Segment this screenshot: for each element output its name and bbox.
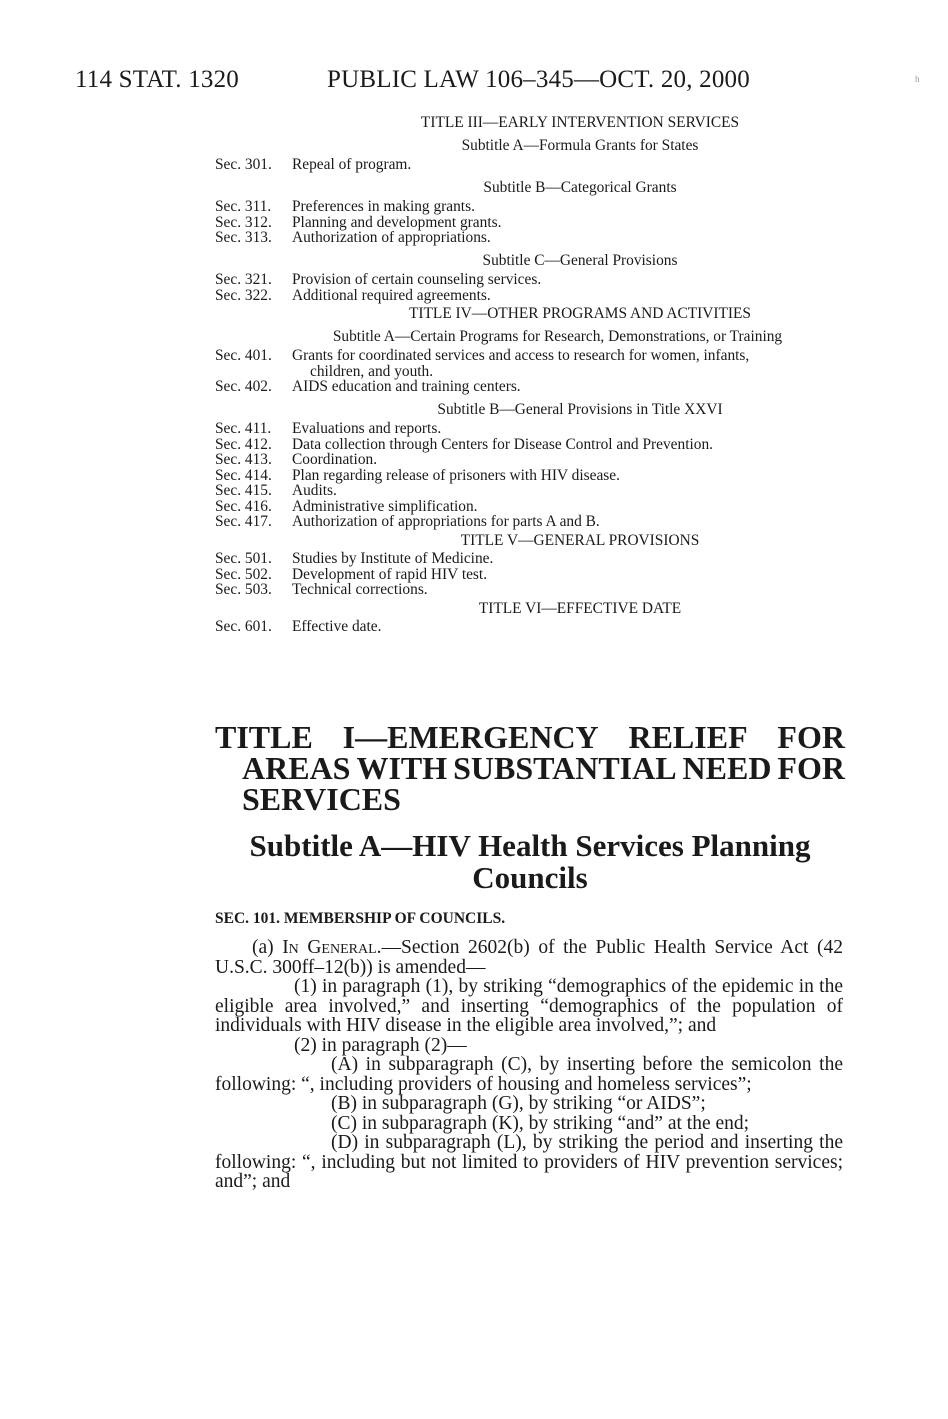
- subparagraph-b: (B) in subparagraph (G), by striking “or AIDS”;: [331, 1093, 706, 1114]
- toc-section: [215, 437, 845, 453]
- title-word: FOR: [777, 750, 845, 786]
- toc-section-number: Sec. 502.: [215, 565, 272, 583]
- title-word: NEED: [682, 750, 772, 786]
- toc-section: [215, 421, 845, 437]
- toc-section-number: Sec. 417.: [215, 513, 272, 530]
- toc-section-number: Sec. 501.: [215, 550, 272, 567]
- title-i-heading: [215, 719, 845, 817]
- title-word: TITLE: [215, 719, 313, 755]
- toc-section-number: Sec. 414.: [215, 466, 272, 484]
- title-word: RELIEF: [628, 719, 748, 755]
- title-word: WITH: [356, 750, 448, 786]
- toc-section: [215, 288, 845, 304]
- toc-section-number: Sec. 321.: [215, 271, 272, 288]
- margin-mark: h: [915, 74, 920, 84]
- toc-section: [215, 514, 845, 530]
- subparagraph-a: (A) in subparagraph (C), by inserting before the semicolon the following: “, including providers of housing and homeless services”;: [215, 1054, 843, 1095]
- toc-section-group: [215, 272, 845, 303]
- paragraph-1: (1) in paragraph (1), by striking “demographics of the epidemic in the eligible area involved,” and inserting “demographics of the population of individuals with HIV disease in the eligible area involved,”; and: [215, 976, 843, 1036]
- toc-title-4: TITLE IV—OTHER PROGRAMS AND ACTIVITIES: [408, 305, 751, 322]
- toc-section-title: Audits.: [292, 482, 337, 499]
- running-header: PUBLIC LAW 106–345—OCT. 20, 2000: [327, 66, 750, 93]
- toc-section-number: Sec. 411.: [215, 420, 272, 437]
- subtitle-line: Councils: [472, 860, 588, 895]
- toc-section-title: Coordination.: [292, 451, 378, 468]
- toc-section: [215, 582, 845, 598]
- paragraph-a: [215, 938, 843, 977]
- toc-title-6: TITLE VI—EFFECTIVE DATE: [478, 599, 682, 617]
- toc-section-title: Authorization of appropriations.: [292, 229, 491, 246]
- toc-title-3: TITLE III—EARLY INTERVENTION SERVICES: [420, 114, 740, 131]
- toc-section: [215, 199, 845, 215]
- toc-section-number: Sec. 601.: [215, 618, 272, 635]
- toc-section-title: Authorization of appropriations for parts A and B.: [292, 513, 600, 530]
- toc-section-number: Sec. 412.: [215, 435, 272, 453]
- toc-section: [215, 215, 845, 231]
- toc-section-number: Sec. 401.: [215, 347, 272, 364]
- toc-section-title: Development of rapid HIV test.: [292, 565, 488, 583]
- toc-section-title: Plan regarding release of prisoners with HIV disease.: [292, 466, 620, 484]
- toc-subtitle: Subtitle A—Formula Grants for States: [461, 136, 699, 154]
- toc-subtitle: Subtitle B—General Provisions in Title XXVI: [437, 400, 723, 418]
- toc-section-number: Sec. 413.: [215, 451, 272, 468]
- title-word: SUBSTANTIAL: [453, 750, 677, 786]
- toc-section-title: Studies by Institute of Medicine.: [292, 550, 494, 567]
- toc-subtitle: Subtitle C—General Provisions: [482, 251, 678, 269]
- toc-section-title: Provision of certain counseling services.: [292, 271, 542, 288]
- paragraph-caption: In General.: [282, 937, 382, 958]
- toc-section: [215, 452, 845, 468]
- toc-section-title: AIDS education and training centers.: [292, 378, 521, 395]
- paragraph-2: (2) in paragraph (2)—: [294, 1034, 467, 1056]
- toc-section: [215, 230, 845, 246]
- toc-section-number: Sec. 313.: [215, 229, 272, 246]
- subtitle-a-heading: [215, 830, 845, 894]
- toc-section-title: Repeal of program.: [292, 156, 412, 173]
- toc-section-title: Additional required agreements.: [292, 286, 491, 304]
- toc-section-group: [215, 157, 845, 173]
- title-word: AREAS: [242, 750, 351, 786]
- toc-section-title: Effective date.: [292, 618, 382, 635]
- paragraph-text: —Section 2602(b) of the Public Health Service Act (42 U.S.C. 300ff–12(b)) is amended—: [215, 937, 843, 978]
- toc-section-group: [215, 421, 845, 530]
- toc-section-number: Sec. 503.: [215, 581, 272, 598]
- toc-section: [215, 348, 845, 379]
- toc-section-title: Evaluations and reports.: [292, 420, 442, 437]
- toc-section-title: Administrative simplification.: [292, 497, 478, 515]
- toc-section: [215, 483, 845, 499]
- toc-section: [215, 157, 845, 173]
- table-of-contents: [215, 112, 845, 635]
- title-word: FOR: [777, 719, 845, 755]
- toc-section: [215, 272, 845, 288]
- title-word: I—EMERGENCY: [342, 719, 599, 755]
- toc-section-title: Technical corrections.: [292, 581, 428, 598]
- toc-subtitle: Subtitle B—Categorical Grants: [483, 178, 677, 196]
- toc-section-number: Sec. 415.: [215, 482, 272, 499]
- toc-section-title-line: Grants for coordinated services and access to research for women, infants,: [292, 347, 750, 364]
- toc-section-title: Preferences in making grants.: [292, 198, 475, 215]
- toc-section-number: Sec. 312.: [215, 213, 272, 231]
- toc-section: [215, 619, 845, 635]
- toc-section: [215, 468, 845, 484]
- section-heading: SEC. 101. MEMBERSHIP OF COUNCILS.: [215, 910, 506, 927]
- toc-section-group: [215, 199, 845, 246]
- toc-section-group: [215, 619, 845, 635]
- toc-section-number: Sec. 301.: [215, 156, 272, 173]
- subparagraph-d: (D) in subparagraph (L), by striking the period and inserting the following: “, including but not limited to providers of HIV prevention services; and”; and: [215, 1132, 843, 1192]
- toc-section: [215, 567, 845, 583]
- toc-section-number: Sec. 402.: [215, 378, 272, 395]
- toc-subtitle: Subtitle A—Certain Programs for Research, Demonstrations, or Training: [332, 327, 783, 345]
- toc-section-title: Planning and development grants.: [292, 213, 502, 231]
- toc-section-title: [292, 348, 845, 379]
- section-body: [215, 938, 843, 1192]
- subparagraph-c: (C) in subparagraph (K), by striking “and” at the end;: [331, 1112, 750, 1134]
- toc-section-title: Data collection through Centers for Disease Control and Prevention.: [292, 435, 713, 453]
- page-stat-reference: 114 STAT. 1320: [75, 66, 239, 93]
- toc-section: [215, 379, 845, 395]
- toc-section-number: Sec. 416.: [215, 497, 272, 515]
- paragraph-label: (a): [252, 937, 283, 958]
- toc-section-number: Sec. 311.: [215, 198, 272, 215]
- toc-section: [215, 499, 845, 515]
- toc-section-group: [215, 551, 845, 598]
- toc-title-5: TITLE V—GENERAL PROVISIONS: [460, 531, 700, 549]
- toc-section-number: Sec. 322.: [215, 286, 272, 304]
- title-word: SERVICES: [242, 781, 401, 817]
- subtitle-line: Subtitle A—HIV Health Services Planning: [249, 828, 811, 863]
- toc-section-title-continuation: children, and youth.: [310, 362, 434, 380]
- toc-section: [215, 551, 845, 567]
